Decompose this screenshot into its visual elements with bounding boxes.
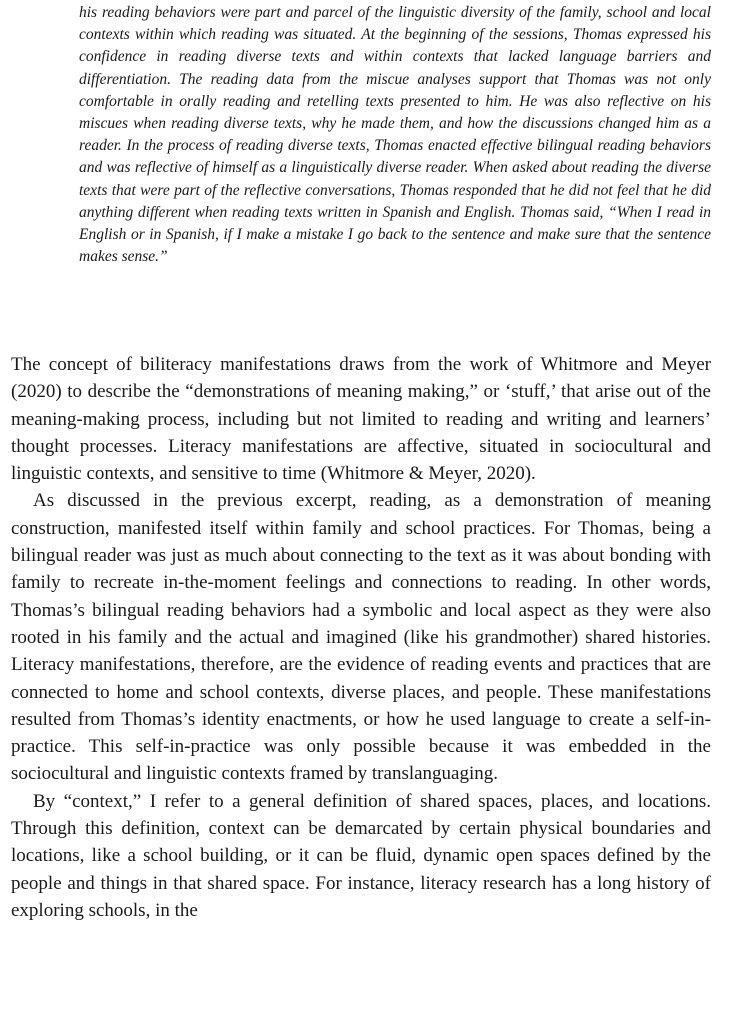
paragraph-context-definition: By “context,” I refer to a general definition of shared spaces, places, and locations. Through this definition, context can be demarcated by certain physical boundaries and locations, like a school building, or it can be fluid, dynamic open spaces defined by the people and things in that shared space. For instance, literacy research has a long history of exploring schools, in the (11, 790, 711, 921)
block-quote: his reading behaviors were part and parcel of the linguistic diversity of the family, school and local contexts within which reading was situated. At the beginning of the sessions, Thomas expressed his confidence in reading diverse texts and within contexts that lacked language barriers and differentiation. The reading data from the miscue analyses support that Thomas was not only comfortable in orally reading and retelling texts presented to him. He was also reflective on his miscues when reading diverse texts, why he made them, and how the discussions changed him as a reader. In the process of reading diverse texts, Thomas enacted effective bilingual reading behaviors and was reflective of himself as a linguistically diverse reader. When asked about reading the diverse texts that were part of the reflective conversations, Thomas responded that he did not feel that he did anything different when reading texts written in Spanish and English. Thomas said, “When I read in English or in Spanish, if I make a mistake I go back to the sentence and make sure that the sentence makes sense.” (79, 4, 711, 266)
body-text (11, 351, 711, 924)
paragraph-biliteracy-manifestations: The concept of biliteracy manifestations draws from the work of Whitmore and Meyer (2020) to describe the “demonstrations of meaning making,” or ‘stuff,’ that arise out of the meaning-making process, including but not limited to reading and writing and learners’ thought processes. Literacy manifestations are affective, situated in sociocultural and linguistic contexts, and sensitive to time (Whitmore & Meyer, 2020). (11, 354, 711, 485)
paragraph-previous-excerpt: As discussed in the previous excerpt, reading, as a demonstration of meaning construction, manifested itself within family and school practices. For Thomas, being a bilingual reader was just as much about connecting to the text as it was about bonding with family to recreate in-the-moment feelings and connections to reading. In other words, Thomas’s bilingual reading behaviors had a symbolic and local aspect as they were also rooted in his family and the actual and imagined (like his grandmother) shared histories. Literacy manifestations, therefore, are the evidence of reading events and practices that are connected to home and school contexts, diverse places, and people. These manifestations resulted from Thomas’s identity enactments, or how he used language to create a self-in-practice. This self-in-practice was only possible because it was embedded in the sociocultural and linguistic contexts framed by translanguaging. (11, 490, 711, 785)
